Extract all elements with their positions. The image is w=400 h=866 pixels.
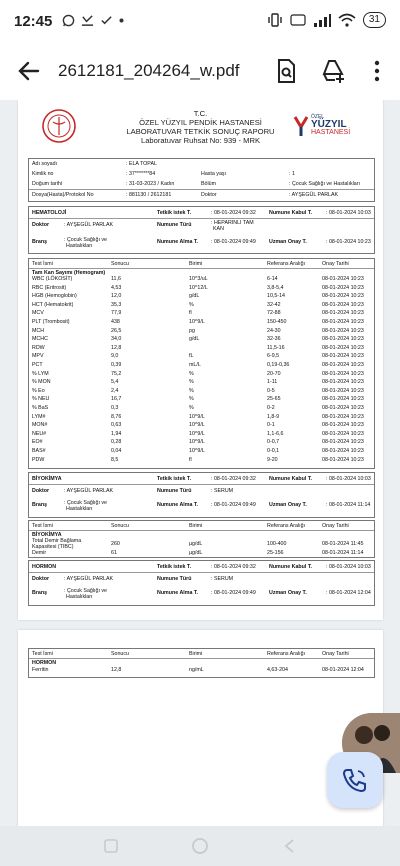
test-ref: 4,63-204 <box>267 667 288 673</box>
hemogram-table <box>28 258 375 469</box>
drive-add-icon[interactable] <box>320 58 346 84</box>
label-kimlik: Kimlik no <box>32 171 54 177</box>
col-birim: Birimi <box>189 523 203 529</box>
test-ref: 0-5 <box>267 387 275 394</box>
test-unit: % <box>189 301 194 308</box>
test-name: MCV <box>32 310 44 317</box>
test-approval: 08-01-2024 10:23 <box>322 448 364 454</box>
test-ref: 24-30 <box>267 327 281 334</box>
test-result: 0,3 <box>111 405 119 411</box>
pdf-viewer[interactable] <box>0 100 400 866</box>
group-title: Tam Kan Sayımı (Hemogram) <box>32 270 106 276</box>
col-onay: Onay Tarihi <box>322 523 349 529</box>
test-unit: g/dL <box>189 336 200 343</box>
test-result: 2,4 <box>111 387 119 394</box>
test-result: 61 <box>111 550 117 556</box>
recent-apps-icon[interactable] <box>103 838 119 854</box>
label-dosya: Dosya(Hasta)/Protokol No <box>32 192 94 198</box>
test-unit: 10^3/uL <box>189 276 208 282</box>
test-result: 0,04 <box>111 448 122 454</box>
test-unit: fl <box>189 456 192 463</box>
test-ref: 25-65 <box>267 396 281 403</box>
test-ref: 1-11 <box>267 379 278 386</box>
section-hematoloji: HEMATOLOJİ <box>32 210 67 216</box>
divider <box>29 218 374 219</box>
test-ref: 150-450 <box>267 319 287 325</box>
test-result: 35,3 <box>111 301 122 308</box>
dot-icon <box>119 18 124 23</box>
check-icon <box>100 14 113 27</box>
hem-brans-value: : Çocuk Sağlığı ve <box>64 237 107 243</box>
col-ref: Referans Aralığı <box>267 261 305 267</box>
hem-brans-value-2: Hastalıkları <box>66 243 93 249</box>
test-ref: 0-2 <box>267 405 275 411</box>
test-ref: 25-156 <box>267 550 284 556</box>
bio-alma-value: : 08-01-2024 09:49 <box>211 502 256 508</box>
biyokimya-info-box <box>28 472 375 518</box>
hem-tetkik-value: : 08-01-2024 09:32 <box>211 210 256 216</box>
volte-icon <box>290 13 306 27</box>
test-approval: 08-01-2024 10:23 <box>322 319 364 325</box>
logo-text-mid: YÜZYIL <box>311 119 347 130</box>
test-unit: 10^9/L <box>189 448 205 454</box>
test-name: RBC (Eritrosit) <box>32 284 67 291</box>
label-bolum: Bölüm <box>201 181 217 187</box>
status-bar <box>0 0 400 44</box>
col-test: Test İsmi <box>32 261 53 267</box>
label-onay: Uzman Onay T. <box>269 590 307 596</box>
col-onay: Onay Tarihi <box>322 261 349 267</box>
test-result: 12,8 <box>111 667 122 673</box>
test-unit: % <box>189 405 194 411</box>
label-onay: Uzman Onay T. <box>269 239 307 245</box>
test-unit: pg <box>189 327 195 334</box>
test-unit: 10^9/L <box>189 319 205 325</box>
header-line-4: Laboratuvar Ruhsat No: 939 - MRK <box>140 136 261 145</box>
label-alma: Numune Alma T. <box>157 502 199 508</box>
label-adi: Adı soyadı <box>32 161 58 167</box>
hematoloji-info-box <box>28 206 375 254</box>
test-unit: % <box>189 387 194 394</box>
search-document-icon[interactable] <box>273 58 299 84</box>
patient-birth: : 31-03-2023 / Kadın <box>126 181 175 187</box>
hem-kabul-value: : 08-01-2024 10:03 <box>326 210 371 216</box>
label-turu: Numune Türü <box>157 222 192 228</box>
test-name: HCT (Hematokrit) <box>32 301 74 308</box>
divider <box>29 572 374 573</box>
test-name: MCHC <box>32 336 48 343</box>
test-result: 8,76 <box>111 413 122 420</box>
group-title: HORMON <box>32 660 57 666</box>
test-approval: 08-01-2024 10:23 <box>322 301 364 308</box>
section-biyokimya: BİYOKİMYA <box>32 476 62 482</box>
divider <box>29 484 374 485</box>
test-name: MON# <box>32 422 48 429</box>
phone-call-icon <box>341 766 369 794</box>
test-unit: µg/dL <box>189 541 203 547</box>
bio-brans-value-2: Hastalıkları <box>66 506 93 512</box>
test-result: 11,6 <box>111 276 121 282</box>
test-unit: 10^9/L <box>189 439 205 446</box>
test-unit: fl <box>189 310 192 317</box>
test-approval: 08-01-2024 10:23 <box>322 362 364 368</box>
test-name: PDW <box>32 456 45 463</box>
test-approval: 08-01-2024 10:23 <box>322 439 364 446</box>
call-fab-button[interactable] <box>327 752 383 808</box>
label-brans: Branş <box>32 502 48 508</box>
test-name: HGB (Hemoglobin) <box>32 293 77 300</box>
document-title: 2612181_204264_w.pdf <box>58 61 240 80</box>
hormon-doktor-value: : AYŞEGÜL PARLAK <box>64 576 114 582</box>
test-name: NEU# <box>32 430 47 437</box>
hormon-info-box <box>28 560 375 606</box>
label-brans: Branş <box>32 590 48 596</box>
test-ref: 32-42 <box>267 301 281 308</box>
label-tetkik: Tetkik istek T. <box>157 476 192 482</box>
test-result: 1,94 <box>111 430 122 437</box>
hormon-brans-value-2: Hastalıkları <box>66 594 93 600</box>
col-sonuc: Sonucu <box>111 523 129 529</box>
header-line-3: LABORATUVAR TETKİK SONUÇ RAPORU <box>126 127 275 136</box>
back-arrow-icon[interactable] <box>16 58 42 84</box>
test-name-2: Kapasitesi (TIBC) <box>32 544 74 550</box>
test-name: PCT <box>32 362 43 368</box>
test-ref: 0-1 <box>267 422 275 429</box>
hem-alma-value: : 08-01-2024 09:49 <box>211 239 256 245</box>
test-unit: g/dL <box>189 293 200 300</box>
test-name: LYM# <box>32 413 46 420</box>
patient-department: : Çocuk Sağlığı ve Hastalıkları <box>289 181 360 187</box>
label-turu: Numune Türü <box>157 576 192 582</box>
hormon-kabul-value: : 08-01-2024 10:03 <box>326 564 371 570</box>
test-unit: mL/L <box>189 362 201 368</box>
label-dogum: Doğum tarihi <box>32 181 63 187</box>
wifi-icon <box>338 13 356 27</box>
divider <box>29 530 374 531</box>
label-alma: Numune Alma T. <box>157 239 199 245</box>
label-tetkik: Tetkik istek T. <box>157 210 192 216</box>
patient-age: : 1 <box>289 171 295 177</box>
label-doktor: Doktor <box>201 192 217 198</box>
test-approval: 08-01-2024 11:14 <box>322 550 364 556</box>
patient-info-box <box>28 158 375 202</box>
test-unit: % <box>189 379 194 386</box>
hormon-brans-value: : Çocuk Sağlığı ve <box>64 588 107 594</box>
system-icons <box>267 12 386 28</box>
patient-file-no: : 881130 / 2612181 <box>126 192 172 198</box>
hormon-tetkik-value: : 08-01-2024 09:32 <box>211 564 256 570</box>
home-icon[interactable] <box>191 837 209 855</box>
test-ref: 9-20 <box>267 456 278 463</box>
test-name: EO# <box>32 439 43 446</box>
test-name: % MON <box>32 379 51 386</box>
logo-text-bot: HASTANESİ <box>311 129 351 136</box>
test-result: 5,4 <box>111 379 119 386</box>
test-result: 77,9 <box>111 310 122 317</box>
test-name: Total Demir Bağlama <box>32 538 82 544</box>
label-turu: Numune Türü <box>157 488 192 494</box>
col-ref: Referans Aralığı <box>267 651 305 657</box>
label-tetkik: Tetkik istek T. <box>157 564 192 570</box>
label-onay: Uzman Onay T. <box>269 502 307 508</box>
test-ref: 72-88 <box>267 310 281 317</box>
test-approval: 08-01-2024 12:04 <box>322 667 364 673</box>
back-nav-icon[interactable] <box>282 838 298 854</box>
bio-kabul-value: : 08-01-2024 10:03 <box>326 476 371 482</box>
test-approval: 08-01-2024 11:45 <box>322 541 364 547</box>
test-approval: 08-01-2024 10:23 <box>322 379 364 386</box>
col-birim: Birimi <box>189 651 203 657</box>
test-ref: 1,8-9 <box>267 413 280 420</box>
test-ref: 32-36 <box>267 336 281 343</box>
test-name: % NEU <box>32 396 50 403</box>
test-approval: 08-01-2024 10:23 <box>322 284 364 291</box>
test-result: 12,8 <box>111 344 122 351</box>
test-ref: 11,5-16 <box>267 344 285 351</box>
patient-name: : ELA TOPAL <box>126 161 157 167</box>
test-name: RDW <box>32 344 45 351</box>
test-approval: 08-01-2024 10:23 <box>322 336 364 343</box>
hem-doktor-value: : AYŞEGÜL PARLAK <box>64 222 114 228</box>
test-ref: 6-14 <box>267 276 278 282</box>
biyokimya-table <box>28 520 375 558</box>
test-name: PLT (Trombosit) <box>32 319 70 325</box>
test-name: MPV <box>32 353 44 360</box>
signal-icon <box>313 13 331 27</box>
test-result: 9,0 <box>111 353 119 360</box>
divider <box>29 268 374 269</box>
test-result: 0,28 <box>111 439 122 446</box>
app-bar <box>0 44 400 100</box>
divider <box>29 658 374 659</box>
divider <box>29 189 374 190</box>
test-approval: 08-01-2024 10:23 <box>322 456 364 463</box>
test-name: Demir <box>32 550 47 556</box>
patient-doctor: : AYŞEGÜL PARLAK <box>289 192 339 198</box>
test-result: 0,39 <box>111 362 122 368</box>
hem-onay-value: : 08-01-2024 10:23 <box>326 239 371 245</box>
label-doktor: Doktor <box>32 576 50 582</box>
system-nav-bar <box>0 826 400 866</box>
hormon-turu-value: : SERUM <box>211 576 234 582</box>
test-unit: 10^9/L <box>189 430 205 437</box>
test-approval: 08-01-2024 10:23 <box>322 344 364 351</box>
test-approval: 08-01-2024 10:23 <box>322 353 364 360</box>
label-kabul: Numune Kabul T. <box>269 476 312 482</box>
section-hormon: HORMON <box>32 564 57 570</box>
test-ref: 1,1-6,6 <box>267 430 284 437</box>
test-result: 75,2 <box>111 370 122 377</box>
test-approval: 08-01-2024 10:23 <box>322 387 364 394</box>
test-unit: ng/mL <box>189 667 204 673</box>
test-approval: 08-01-2024 10:23 <box>322 422 364 429</box>
label-brans: Branş <box>32 239 48 245</box>
label-alma: Numune Alma T. <box>157 590 199 596</box>
missed-call-icon <box>81 14 94 27</box>
test-result: 8,5 <box>111 456 119 463</box>
notification-icons <box>62 14 124 27</box>
test-ref: 3,8-5,4 <box>267 284 284 291</box>
label-hasta-yasi: Hasta yaşı <box>201 171 227 177</box>
logo-mark-icon <box>293 115 309 137</box>
test-result: 26,5 <box>111 327 122 334</box>
whatsapp-icon <box>62 14 75 27</box>
test-ref: 0,19-0,36 <box>267 362 290 368</box>
test-result: 0,63 <box>111 422 122 429</box>
header-line-1: T.C. <box>193 109 208 118</box>
status-time: 12:45 <box>14 13 53 30</box>
test-name: BAS# <box>32 448 46 454</box>
test-result: 438 <box>111 319 120 325</box>
test-result: 34,0 <box>111 336 122 343</box>
test-name: WBC (LÖKOSİT) <box>32 276 73 282</box>
col-sonuc: Sonucu <box>111 651 129 657</box>
test-unit: fL <box>189 353 194 360</box>
test-result: 260 <box>111 541 120 547</box>
test-ref: 0-0,7 <box>267 439 280 446</box>
test-approval: 08-01-2024 10:23 <box>322 430 364 437</box>
battery-indicator: 31 <box>363 12 386 28</box>
test-ref: 20-70 <box>267 370 281 377</box>
label-doktor: Doktor <box>32 488 50 494</box>
test-approval: 08-01-2024 10:23 <box>322 276 364 282</box>
test-name: MCH <box>32 327 45 334</box>
test-ref: 6-9,5 <box>267 353 280 360</box>
test-result: 4,53 <box>111 284 122 291</box>
patient-id: : 37*******84 <box>126 171 156 177</box>
pdf-page-1 <box>18 100 383 620</box>
col-test: Test İsmi <box>32 523 53 529</box>
test-approval: 08-01-2024 10:23 <box>322 370 364 377</box>
col-sonuc: Sonucu <box>111 261 129 267</box>
label-kabul: Numune Kabul T. <box>269 564 312 570</box>
test-approval: 08-01-2024 10:23 <box>322 327 364 334</box>
test-approval: 08-01-2024 10:23 <box>322 310 364 317</box>
test-approval: 08-01-2024 10:23 <box>322 413 364 420</box>
hormon-onay-value: : 08-01-2024 12:04 <box>326 590 371 596</box>
bio-turu-value: : SERUM <box>211 488 234 494</box>
test-ref: 0-0,1 <box>267 448 280 454</box>
bio-brans-value: : Çocuk Sağlığı ve <box>64 500 107 506</box>
test-approval: 08-01-2024 10:23 <box>322 405 364 411</box>
test-unit: % <box>189 396 194 403</box>
hormon-table <box>28 648 375 678</box>
test-name: % LYM <box>32 370 49 377</box>
col-test: Test İsmi <box>32 651 53 657</box>
hospital-logo <box>293 114 371 138</box>
test-approval: 08-01-2024 10:23 <box>322 293 364 300</box>
bio-tetkik-value: : 08-01-2024 09:32 <box>211 476 256 482</box>
test-ref: 100-400 <box>267 541 287 547</box>
test-unit: 10^12/L <box>189 284 208 291</box>
logo-text-top: ÖZEL <box>311 114 325 120</box>
group-title: BİYOKİMYA <box>32 532 62 538</box>
col-birim: Birimi <box>189 261 203 267</box>
test-name: % Eo <box>32 387 45 394</box>
test-result: 16,7 <box>111 396 122 403</box>
col-ref: Referans Aralığı <box>267 523 305 529</box>
col-onay: Onay Tarihi <box>322 651 349 657</box>
more-options-icon[interactable] <box>364 58 390 84</box>
hormon-alma-value: : 08-01-2024 09:49 <box>211 590 256 596</box>
bio-doktor-value: : AYŞEGÜL PARLAK <box>64 488 114 494</box>
label-doktor: Doktor <box>32 222 50 228</box>
hem-turu-value: : HEPARINLI TAM <box>211 220 254 226</box>
bio-onay-value: : 08-01-2024 11:14 <box>326 502 371 508</box>
test-unit: 10^9/L <box>189 413 205 420</box>
test-approval: 08-01-2024 10:23 <box>322 396 364 403</box>
test-name: % BaS <box>32 405 49 411</box>
hem-turu-value-2: KAN <box>213 226 224 232</box>
test-unit: µg/dL <box>189 550 203 556</box>
test-unit: % <box>189 370 194 377</box>
header-line-2: ÖZEL YÜZYIL PENDİK HASTANESİ <box>139 118 262 127</box>
test-result: 12,0 <box>111 293 122 300</box>
test-ref: 10,5-14 <box>267 293 285 300</box>
label-kabul: Numune Kabul T. <box>269 210 312 216</box>
test-name: Ferritin <box>32 667 49 673</box>
test-unit: 10^9/L <box>189 422 205 429</box>
vibrate-icon <box>267 13 283 27</box>
